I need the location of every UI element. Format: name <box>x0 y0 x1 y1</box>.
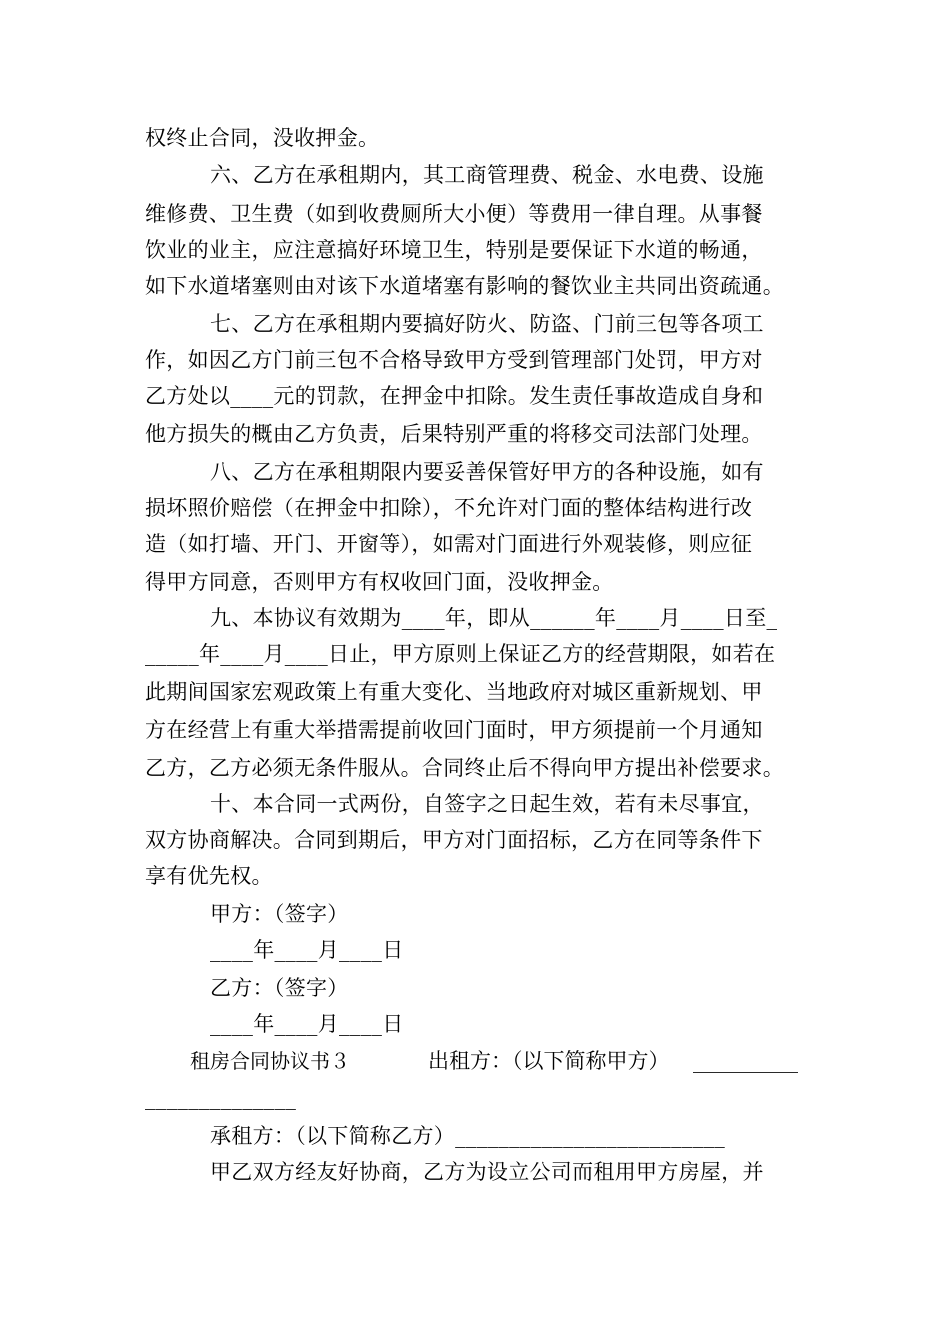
paragraph-nine-line: 九、本协议有效期为____年，即从______年____月____日至_ <box>210 606 778 630</box>
paragraph-six-line: 饮业的业主，应注意搞好环境卫生，特别是要保证下水道的畅通， <box>145 238 763 262</box>
paragraph-eight-line: 八、乙方在承租期限内要妥善保管好甲方的各种设施，如有 <box>210 460 764 484</box>
paragraph-seven-line: 乙方处以____元的罚款，在押金中扣除。发生责任事故造成自身和 <box>145 384 764 408</box>
lessor-blank: __________ <box>693 1049 798 1073</box>
party-b-date: ____年____月____日 <box>210 1012 404 1036</box>
paragraph-seven-line: 七、乙方在承租期内要搞好防火、防盗、门前三包等各项工 <box>210 312 764 336</box>
paragraph-eight-line: 造（如打墙、开门、开窗等），如需对门面进行外观装修，则应征 <box>145 532 753 556</box>
party-a-date: ____年____月____日 <box>210 938 404 962</box>
party-a-signature: 甲方：（签字） <box>210 902 349 926</box>
paragraph-eight-line: 得甲方同意，否则甲方有权收回门面，没收押金。 <box>145 570 614 594</box>
lessee-line: 承租方：（以下简称乙方）_________________________ <box>210 1124 726 1148</box>
text-line: 权终止合同，没收押金。 <box>145 126 380 150</box>
paragraph-nine-line: 乙方，乙方必须无条件服从。合同终止后不得向甲方提出补偿要求。 <box>145 756 784 780</box>
paragraph-ten-line: 十、本合同一式两份，自签字之日起生效，若有未尽事宜， <box>210 792 764 816</box>
paragraph-nine-line: 方在经营上有重大举措需提前收回门面时，甲方须提前一个月通知 <box>145 718 763 742</box>
paragraph-seven-line: 作，如因乙方门前三包不合格导致甲方受到管理部门处罚，甲方对 <box>145 348 763 372</box>
paragraph-six-line: 六、乙方在承租期内，其工商管理费、税金、水电费、设施 <box>210 163 764 187</box>
paragraph-six-line: 维修费、卫生费（如到收费厕所大小便）等费用一律自理。从事餐 <box>145 202 763 226</box>
agreement-intro-line: 甲乙双方经友好协商，乙方为设立公司而租用甲方房屋，并 <box>210 1160 764 1184</box>
paragraph-nine-line: _____年____月____日止，甲方原则上保证乙方的经营期限，如若在 <box>145 642 776 666</box>
party-b-signature: 乙方：（签字） <box>210 976 349 1000</box>
section-title: 租房合同协议书３ <box>190 1049 350 1073</box>
paragraph-nine-line: 此期间国家宏观政策上有重大变化、当地政府对城区重新规划、甲 <box>145 680 763 704</box>
lessor-label: 出租方：（以下简称甲方） <box>428 1049 670 1073</box>
paragraph-eight-line: 损坏照价赔偿（在押金中扣除），不允许对门面的整体结构进行改 <box>145 496 753 520</box>
lessor-blank-continued: ______________ <box>145 1086 297 1110</box>
paragraph-six-line: 如下水道堵塞则由对该下水道堵塞有影响的餐饮业主共同出资疏通。 <box>145 274 784 298</box>
paragraph-ten-line: 双方协商解决。合同到期后，甲方对门面招标，乙方在同等条件下 <box>145 828 763 852</box>
paragraph-seven-line: 他方损失的概由乙方负责，后果特别严重的将移交司法部门处理。 <box>145 422 763 446</box>
paragraph-ten-line: 享有优先权。 <box>145 864 273 888</box>
